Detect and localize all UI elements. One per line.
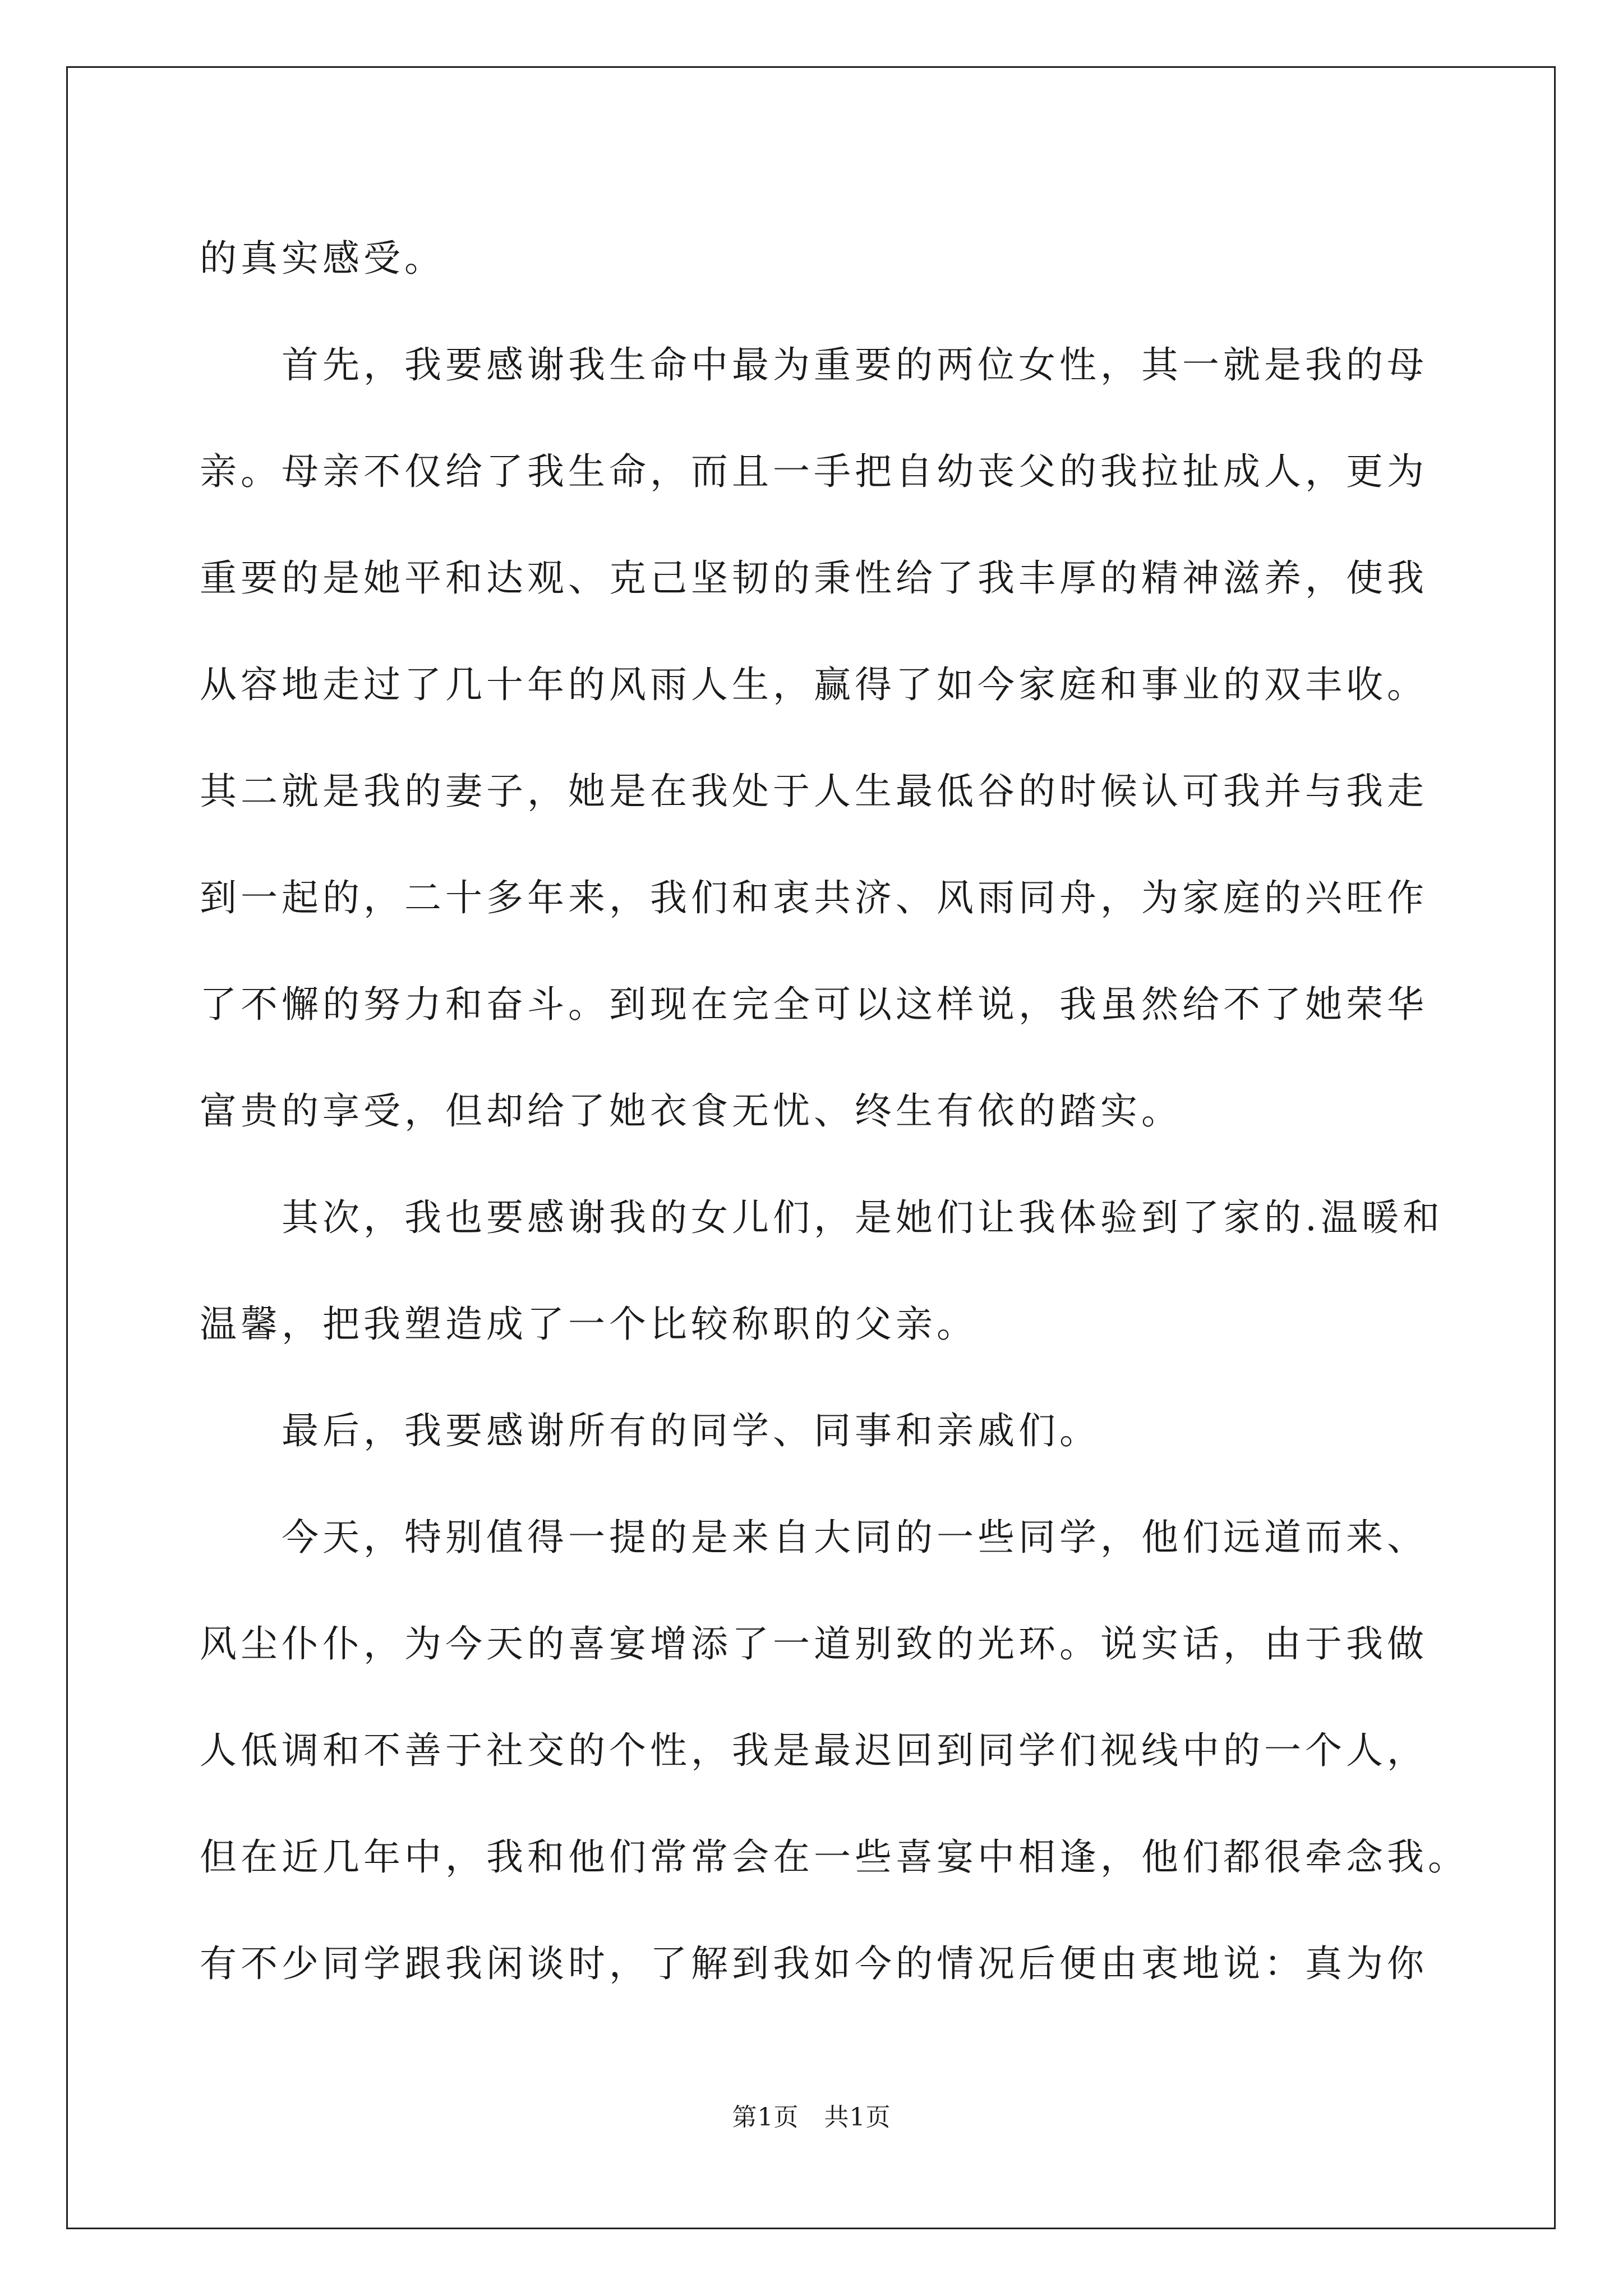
text-line: 有不少同学跟我闲谈时，了解到我如今的情况后便由衷地说：真为你 [200,1942,1428,1985]
text-line: 了不懈的努力和奋斗。到现在完全可以这样说，我虽然给不了她荣华 [200,983,1428,1026]
text-line: 风尘仆仆，为今天的喜宴增添了一道别致的光环。说实话，由于我做 [200,1622,1428,1665]
text-line: 人低调和不善于社交的个性，我是最迟回到同学们视线中的一个人， [200,1729,1428,1772]
text-line: 其次，我也要感谢我的女儿们，是她们让我体验到了家的.温暖和 [200,1196,1444,1239]
text-line: 富贵的享受，但却给了她衣食无忧、终生有依的踏实。 [200,1089,1182,1133]
text-line: 首先，我要感谢我生命中最为重要的两位女性，其一就是我的母 [200,343,1428,386]
text-line: 最后，我要感谢所有的同学、同事和亲戚们。 [200,1409,1100,1452]
text-line: 到一起的，二十多年来，我们和衷共济、风雨同舟，为家庭的兴旺作 [200,876,1428,919]
text-line: 的真实感受。 [200,237,445,280]
text-line: 重要的是她平和达观、克己坚韧的秉性给了我丰厚的精神滋养，使我 [200,556,1428,600]
text-line: 但在近几年中，我和他们常常会在一些喜宴中相逢，他们都很牵念我。 [200,1835,1469,1879]
text-line: 今天，特别值得一提的是来自大同的一些同学，他们远道而来、 [200,1516,1428,1559]
text-line: 从容地走过了几十年的风雨人生，赢得了如今家庭和事业的双丰收。 [200,663,1428,706]
text-line: 温馨，把我塑造成了一个比较称职的父亲。 [200,1303,978,1346]
text-line: 亲。母亲不仅给了我生命，而且一手把自幼丧父的我拉扯成人，更为 [200,450,1428,493]
text-line: 其二就是我的妻子，她是在我处于人生最低谷的时候认可我并与我走 [200,770,1428,813]
document-body [200,205,1469,2017]
page-number-footer: 第1页 共1页 [732,2103,891,2132]
